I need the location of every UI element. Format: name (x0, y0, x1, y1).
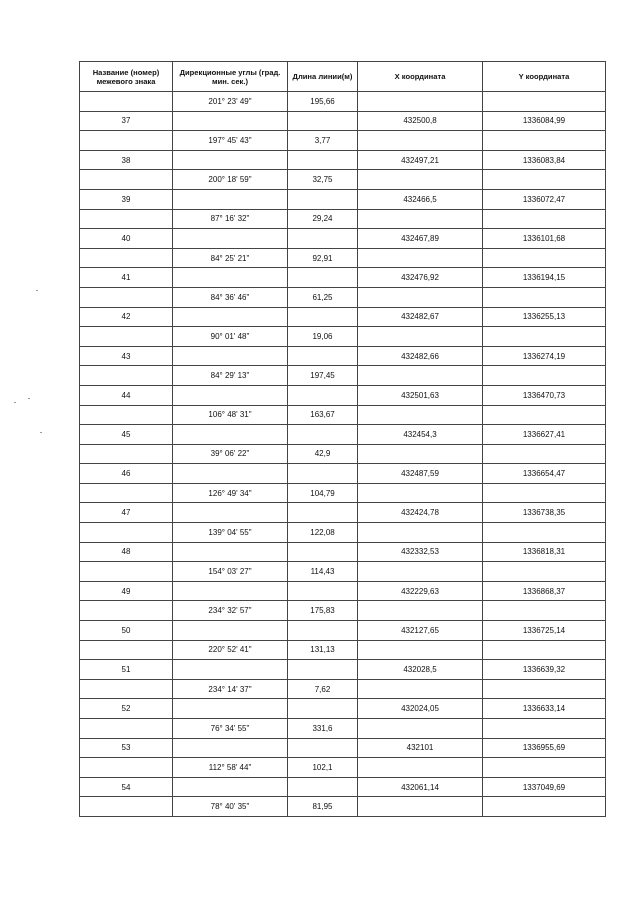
y-coordinate-cell: 1337049,69 (483, 777, 606, 797)
x-coordinate-cell (358, 209, 483, 229)
table-row (80, 111, 606, 131)
point-name-cell: 48 (80, 542, 173, 562)
table-row (80, 699, 606, 719)
line-length-cell: 331,6 (288, 719, 358, 739)
table-row (80, 150, 606, 170)
point-name-cell: 51 (80, 660, 173, 680)
y-coordinate-cell: 1336083,84 (483, 150, 606, 170)
table-row (80, 170, 606, 190)
y-coordinate-cell: 1336738,35 (483, 503, 606, 523)
x-coordinate-cell: 432466,5 (358, 189, 483, 209)
direction-angle-cell: 200° 18' 59" (173, 170, 288, 190)
x-coordinate-cell (358, 248, 483, 268)
point-name-cell: 44 (80, 385, 173, 405)
point-name-cell (80, 640, 173, 660)
x-coordinate-cell (358, 758, 483, 778)
x-coordinate-cell: 432487,59 (358, 464, 483, 484)
line-length-cell (288, 189, 358, 209)
line-length-cell: 195,66 (288, 92, 358, 112)
y-coordinate-cell: 1336639,32 (483, 660, 606, 680)
direction-angle-cell: 112° 58' 44" (173, 758, 288, 778)
table-row (80, 601, 606, 621)
point-name-cell: 52 (80, 699, 173, 719)
table-row (80, 503, 606, 523)
y-coordinate-cell (483, 92, 606, 112)
table-row (80, 797, 606, 817)
x-coordinate-cell (358, 444, 483, 464)
line-length-cell (288, 699, 358, 719)
y-coordinate-cell (483, 366, 606, 386)
point-name-cell: 43 (80, 346, 173, 366)
coordinates-table (79, 61, 606, 817)
line-length-cell: 175,83 (288, 601, 358, 621)
table-row (80, 562, 606, 582)
point-name-cell (80, 170, 173, 190)
x-coordinate-cell (358, 287, 483, 307)
table-row (80, 346, 606, 366)
line-length-cell: 29,24 (288, 209, 358, 229)
point-name-cell (80, 366, 173, 386)
x-coordinate-cell (358, 562, 483, 582)
direction-angle-cell (173, 699, 288, 719)
point-name-cell (80, 327, 173, 347)
point-name-cell (80, 523, 173, 543)
point-name-cell (80, 562, 173, 582)
table-row (80, 307, 606, 327)
line-length-cell (288, 542, 358, 562)
y-coordinate-cell (483, 405, 606, 425)
point-name-cell: 50 (80, 621, 173, 641)
header-x-coordinate: X координата (358, 62, 483, 92)
line-length-cell: 3,77 (288, 131, 358, 151)
x-coordinate-cell (358, 797, 483, 817)
line-length-cell: 19,06 (288, 327, 358, 347)
x-coordinate-cell: 432454,3 (358, 425, 483, 445)
table-row (80, 464, 606, 484)
table-row (80, 268, 606, 288)
y-coordinate-cell (483, 797, 606, 817)
y-coordinate-cell (483, 170, 606, 190)
line-length-cell: 114,43 (288, 562, 358, 582)
y-coordinate-cell: 1336084,99 (483, 111, 606, 131)
table-body (80, 92, 606, 817)
direction-angle-cell: 87° 16' 32" (173, 209, 288, 229)
x-coordinate-cell (358, 366, 483, 386)
direction-angle-cell (173, 581, 288, 601)
direction-angle-cell: 76° 34' 55" (173, 719, 288, 739)
table-row (80, 327, 606, 347)
direction-angle-cell: 126° 49' 34" (173, 483, 288, 503)
x-coordinate-cell (358, 327, 483, 347)
direction-angle-cell: 201° 23' 49" (173, 92, 288, 112)
line-length-cell (288, 777, 358, 797)
y-coordinate-cell: 1336627,41 (483, 425, 606, 445)
x-coordinate-cell: 432482,67 (358, 307, 483, 327)
table-row (80, 738, 606, 758)
direction-angle-cell (173, 111, 288, 131)
table-row (80, 405, 606, 425)
line-length-cell: 61,25 (288, 287, 358, 307)
y-coordinate-cell: 1336101,68 (483, 229, 606, 249)
table-row (80, 660, 606, 680)
x-coordinate-cell: 432332,53 (358, 542, 483, 562)
line-length-cell (288, 150, 358, 170)
header-direction-angle: Дирекционные углы (град. мин. сек.) (173, 62, 288, 92)
x-coordinate-cell: 432028,5 (358, 660, 483, 680)
x-coordinate-cell (358, 131, 483, 151)
y-coordinate-cell: 1336194,15 (483, 268, 606, 288)
direction-angle-cell: 197° 45' 43" (173, 131, 288, 151)
point-name-cell: 46 (80, 464, 173, 484)
point-name-cell: 40 (80, 229, 173, 249)
table-row (80, 229, 606, 249)
y-coordinate-cell (483, 679, 606, 699)
table-row (80, 679, 606, 699)
point-name-cell (80, 92, 173, 112)
line-length-cell (288, 346, 358, 366)
x-coordinate-cell (358, 719, 483, 739)
direction-angle-cell: 106° 48' 31" (173, 405, 288, 425)
line-length-cell (288, 111, 358, 131)
x-coordinate-cell (358, 640, 483, 660)
table-row (80, 758, 606, 778)
x-coordinate-cell: 432024,05 (358, 699, 483, 719)
line-length-cell (288, 229, 358, 249)
y-coordinate-cell (483, 640, 606, 660)
point-name-cell: 54 (80, 777, 173, 797)
direction-angle-cell: 139° 04' 55" (173, 523, 288, 543)
point-name-cell: 49 (80, 581, 173, 601)
line-length-cell: 197,45 (288, 366, 358, 386)
x-coordinate-cell: 432061,14 (358, 777, 483, 797)
table-row (80, 131, 606, 151)
direction-angle-cell (173, 777, 288, 797)
x-coordinate-cell (358, 405, 483, 425)
direction-angle-cell (173, 150, 288, 170)
direction-angle-cell (173, 464, 288, 484)
line-length-cell: 122,08 (288, 523, 358, 543)
line-length-cell (288, 581, 358, 601)
x-coordinate-cell: 432501,63 (358, 385, 483, 405)
line-length-cell: 131,13 (288, 640, 358, 660)
direction-angle-cell (173, 385, 288, 405)
direction-angle-cell (173, 346, 288, 366)
scan-speck (36, 290, 38, 291)
point-name-cell: 37 (80, 111, 173, 131)
y-coordinate-cell: 1336955,69 (483, 738, 606, 758)
table-row (80, 425, 606, 445)
x-coordinate-cell: 432482,66 (358, 346, 483, 366)
scan-speck (40, 432, 42, 433)
table-header-row (80, 62, 606, 92)
y-coordinate-cell (483, 758, 606, 778)
table-row (80, 581, 606, 601)
y-coordinate-cell (483, 444, 606, 464)
direction-angle-cell (173, 542, 288, 562)
point-name-cell (80, 758, 173, 778)
direction-angle-cell (173, 307, 288, 327)
direction-angle-cell: 84° 25' 21" (173, 248, 288, 268)
point-name-cell: 39 (80, 189, 173, 209)
table-row (80, 777, 606, 797)
y-coordinate-cell (483, 523, 606, 543)
point-name-cell (80, 601, 173, 621)
direction-angle-cell: 90° 01' 48" (173, 327, 288, 347)
y-coordinate-cell: 1336868,37 (483, 581, 606, 601)
table-row (80, 209, 606, 229)
x-coordinate-cell (358, 601, 483, 621)
point-name-cell: 47 (80, 503, 173, 523)
table-row (80, 542, 606, 562)
point-name-cell: 53 (80, 738, 173, 758)
table-row (80, 189, 606, 209)
x-coordinate-cell: 432424,78 (358, 503, 483, 523)
line-length-cell (288, 503, 358, 523)
point-name-cell: 45 (80, 425, 173, 445)
table-row (80, 366, 606, 386)
x-coordinate-cell (358, 523, 483, 543)
point-name-cell (80, 287, 173, 307)
table-row (80, 483, 606, 503)
y-coordinate-cell (483, 131, 606, 151)
direction-angle-cell: 84° 36' 46" (173, 287, 288, 307)
direction-angle-cell: 154° 03' 27" (173, 562, 288, 582)
table-row (80, 523, 606, 543)
table-row (80, 640, 606, 660)
table-row (80, 248, 606, 268)
direction-angle-cell: 220° 52' 41" (173, 640, 288, 660)
table-row (80, 385, 606, 405)
point-name-cell (80, 719, 173, 739)
point-name-cell: 38 (80, 150, 173, 170)
x-coordinate-cell: 432467,89 (358, 229, 483, 249)
table-row (80, 287, 606, 307)
y-coordinate-cell: 1336633,14 (483, 699, 606, 719)
header-line-length: Длина линии(м) (288, 62, 358, 92)
line-length-cell (288, 464, 358, 484)
line-length-cell (288, 621, 358, 641)
x-coordinate-cell: 432101 (358, 738, 483, 758)
table-row (80, 92, 606, 112)
y-coordinate-cell: 1336818,31 (483, 542, 606, 562)
direction-angle-cell (173, 268, 288, 288)
x-coordinate-cell (358, 483, 483, 503)
x-coordinate-cell (358, 679, 483, 699)
y-coordinate-cell: 1336654,47 (483, 464, 606, 484)
line-length-cell: 42,9 (288, 444, 358, 464)
x-coordinate-cell: 432500,8 (358, 111, 483, 131)
direction-angle-cell (173, 621, 288, 641)
scan-speck (14, 402, 16, 403)
x-coordinate-cell: 432229,63 (358, 581, 483, 601)
line-length-cell (288, 268, 358, 288)
y-coordinate-cell (483, 248, 606, 268)
point-name-cell (80, 679, 173, 699)
point-name-cell (80, 131, 173, 151)
direction-angle-cell: 39° 06' 22" (173, 444, 288, 464)
line-length-cell: 102,1 (288, 758, 358, 778)
point-name-cell: 42 (80, 307, 173, 327)
y-coordinate-cell: 1336725,14 (483, 621, 606, 641)
line-length-cell (288, 385, 358, 405)
y-coordinate-cell: 1336072,47 (483, 189, 606, 209)
line-length-cell: 7,62 (288, 679, 358, 699)
point-name-cell (80, 405, 173, 425)
y-coordinate-cell (483, 601, 606, 621)
point-name-cell (80, 444, 173, 464)
x-coordinate-cell: 432127,65 (358, 621, 483, 641)
direction-angle-cell (173, 738, 288, 758)
y-coordinate-cell: 1336255,13 (483, 307, 606, 327)
line-length-cell (288, 660, 358, 680)
y-coordinate-cell (483, 327, 606, 347)
direction-angle-cell (173, 229, 288, 249)
table-row (80, 621, 606, 641)
x-coordinate-cell: 432497,21 (358, 150, 483, 170)
y-coordinate-cell: 1336470,73 (483, 385, 606, 405)
y-coordinate-cell (483, 719, 606, 739)
line-length-cell (288, 738, 358, 758)
direction-angle-cell (173, 425, 288, 445)
line-length-cell: 32,75 (288, 170, 358, 190)
direction-angle-cell (173, 503, 288, 523)
table-row (80, 444, 606, 464)
x-coordinate-cell (358, 92, 483, 112)
line-length-cell: 81,95 (288, 797, 358, 817)
direction-angle-cell: 78° 40' 35" (173, 797, 288, 817)
point-name-cell: 41 (80, 268, 173, 288)
table-row (80, 719, 606, 739)
direction-angle-cell: 234° 14' 37" (173, 679, 288, 699)
y-coordinate-cell (483, 483, 606, 503)
point-name-cell (80, 797, 173, 817)
line-length-cell: 163,67 (288, 405, 358, 425)
line-length-cell: 104,79 (288, 483, 358, 503)
header-point-name: Название (номер) межевого знака (80, 62, 173, 92)
point-name-cell (80, 483, 173, 503)
direction-angle-cell: 234° 32' 57" (173, 601, 288, 621)
x-coordinate-cell (358, 170, 483, 190)
direction-angle-cell (173, 189, 288, 209)
y-coordinate-cell (483, 209, 606, 229)
y-coordinate-cell (483, 562, 606, 582)
line-length-cell (288, 425, 358, 445)
direction-angle-cell: 84° 29' 13" (173, 366, 288, 386)
x-coordinate-cell: 432476,92 (358, 268, 483, 288)
y-coordinate-cell: 1336274,19 (483, 346, 606, 366)
header-y-coordinate: Y координата (483, 62, 606, 92)
point-name-cell (80, 209, 173, 229)
line-length-cell (288, 307, 358, 327)
point-name-cell (80, 248, 173, 268)
y-coordinate-cell (483, 287, 606, 307)
direction-angle-cell (173, 660, 288, 680)
line-length-cell: 92,91 (288, 248, 358, 268)
scan-speck (28, 398, 30, 399)
